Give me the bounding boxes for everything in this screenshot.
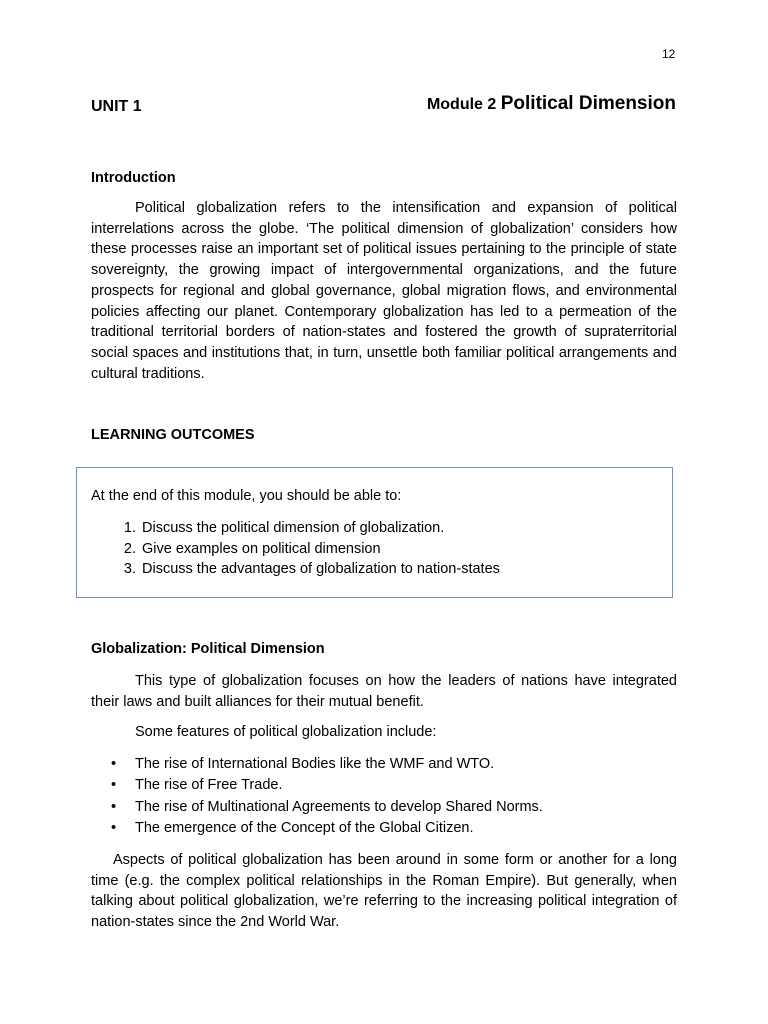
unit-label: UNIT 1 — [91, 98, 142, 115]
list-item — [91, 539, 500, 560]
item-text: Discuss the advantages of globalization to nation-states — [142, 561, 500, 578]
item-number: 3. — [123, 561, 136, 578]
list-item — [111, 775, 543, 796]
outcomes-list — [91, 518, 500, 580]
list-item — [91, 518, 500, 539]
item-text: The emergence of the Concept of the Global Citizen. — [135, 819, 474, 836]
item-number: 2. — [123, 540, 136, 557]
list-item — [91, 559, 500, 580]
item-number: 1. — [123, 520, 136, 536]
item-text: The rise of Free Trade. — [135, 777, 283, 794]
features-list — [111, 754, 543, 839]
item-text: The rise of Multinational Agreements to develop Shared Norms. — [135, 798, 543, 815]
item-text: Give examples on political dimension — [142, 540, 381, 557]
list-item — [111, 797, 543, 818]
political-dimension-paragraph-3: Aspects of political globalization has been around in some form or another for a long time (e.g. the complex political relationships in the Roman Empire). But generally, when talking about political globalization, we’re referring to the increasing political integration of nation-states since the 2nd World War. — [91, 852, 677, 931]
outcomes-intro: At the end of this module, you should be able to: — [91, 488, 402, 504]
module-title — [427, 93, 676, 115]
introduction-heading: Introduction — [91, 170, 176, 186]
bullet: • — [111, 777, 117, 794]
bullet: • — [111, 756, 117, 772]
module-name: Political Dimension — [500, 93, 676, 114]
political-dimension-heading: Globalization: Political Dimension — [91, 641, 325, 657]
item-text: The rise of International Bodies like the WMF and WTO. — [135, 756, 495, 772]
introduction-paragraph: Political globalization refers to the intensification and expansion of political interrelations across the globe. ‘The political dimension of globalization’ considers how these processes raise an important set of political issues pertaining to the principle of state sovereignty, the growing impact of intergovernmental organizations, and the future prospects for regional and global governance, global migration flows, and environmental policies affecting our planet. Contemporary globalization has led to a permeation of the traditional territorial borders of nation-states and fostered the growth of supraterritorial social spaces and institutions that, in turn, unsettle both familiar political arrangements and cultural traditions. — [91, 200, 677, 382]
page-number: 12 — [662, 47, 676, 61]
list-item — [111, 754, 543, 775]
learning-outcomes-heading: LEARNING OUTCOMES — [91, 427, 255, 443]
bullet: • — [111, 819, 117, 836]
political-dimension-paragraph-1: This type of globalization focuses on how the leaders of nations have integrated their laws and built alliances for their mutual benefit. — [91, 673, 677, 710]
features-intro: Some features of political globalization include: — [135, 724, 437, 740]
item-text: Discuss the political dimension of globalization. — [142, 520, 445, 536]
page-header — [91, 93, 676, 119]
list-item — [111, 818, 543, 839]
learning-outcomes-box — [76, 467, 673, 598]
bullet: • — [111, 798, 117, 815]
module-label: Module 2 — [426, 96, 497, 113]
